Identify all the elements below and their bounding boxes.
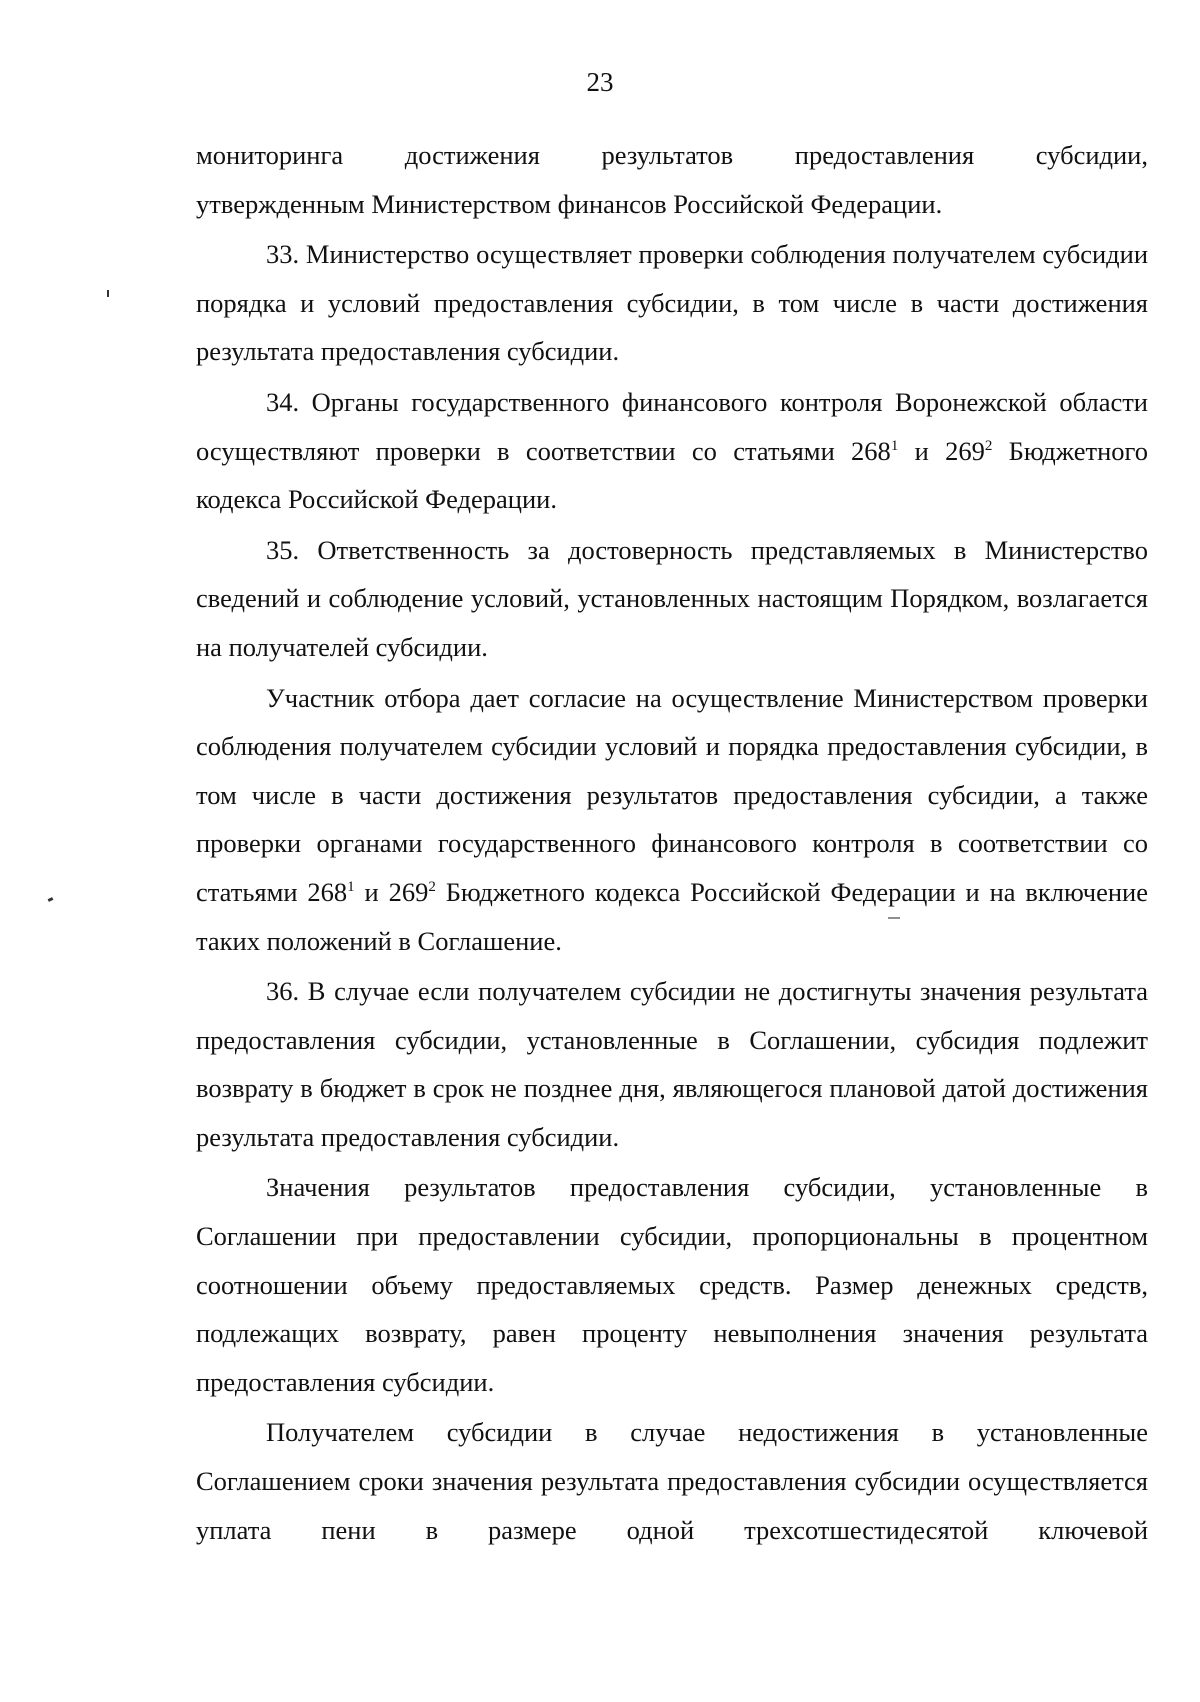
paragraph-33: 33. Министерство осуществляет проверки соблюдения получателем субсидии порядка и условий предоставления субсидии, в том числе в части достижения результата предоставления субсидии. <box>196 239 1148 367</box>
scan-artifact-mark <box>888 917 900 919</box>
paragraph-35-consent <box>196 674 1148 966</box>
paragraph-34-text-a: 34. Органы государственного финансового контроля Воронежской области осуществляют проверки в соответствии со статьями 268 <box>196 386 1148 466</box>
paragraph-35-consent-superscript-2: 2 <box>428 878 436 895</box>
scan-artifact-mark <box>107 290 109 297</box>
scan-artifact-mark <box>48 897 54 902</box>
paragraph-35-consent-superscript-1: 1 <box>347 878 355 895</box>
paragraph-35: 35. Ответственность за достоверность представляемых в Министерство сведений и соблюдение условий, установленных настоящим Порядком, возлагается на получателей субсидии. <box>196 534 1148 662</box>
paragraph-34-text-c: Бюджетного кодекса Российской Федерации. <box>196 435 1148 515</box>
paragraph-continuation-line-1: мониторинга достижения результатов предоставления субсидии, <box>196 140 1148 170</box>
paragraph-36-values: Значения результатов предоставления субсидии, установленные в Соглашении при предоставлении субсидии, пропорциональны в процентном соотношении объему предоставляемых средств. Размер денежных средств, подлежащих возврату, равен проценту невыполнения значения результата предоставления субсидии. <box>196 1172 1148 1397</box>
paragraph-36: 36. В случае если получателем субсидии не достигнуты значения результата предоставления субсидии, установленные в Соглашении, субсидия подлежит возврату в бюджет в срок не позднее дня, являющегося плановой датой достижения результата предоставления субсидии. <box>196 976 1148 1152</box>
paragraph-35-consent-text-a: Участник отбора дает согласие на осуществление Министерством проверки соблюдения получателем субсидии условий и порядка предоставления субсидии, в том числе в части достижения результатов предоставления субсидии, а также проверки органами государственного финансового контроля в соответствии со статьями 268 <box>196 682 1148 907</box>
paragraph-34-superscript-2: 2 <box>984 437 993 454</box>
page-number: 23 <box>586 67 614 97</box>
paragraph-continuation-line-2: утвержденным Министерством финансов Российской Федерации. <box>196 188 943 219</box>
paragraph-34 <box>196 378 1148 524</box>
paragraph-35-consent-text-c: Бюджетного кодекса Российской Федерации и на включение таких положений в Соглашение. <box>196 876 1148 956</box>
document-body <box>196 131 1148 1554</box>
paragraph-34-text-b: и 269 <box>898 435 985 466</box>
paragraph-34-superscript-1: 1 <box>890 437 899 454</box>
paragraph-36-penalty: Получателем субсидии в случае недостижения в установленные Соглашением сроки значения результата предоставления субсидии осуществляется уплата пени в размере одной трехсотшестидесятой ключевой <box>196 1417 1148 1545</box>
paragraph-35-consent-text-b: и 269 <box>354 876 429 907</box>
